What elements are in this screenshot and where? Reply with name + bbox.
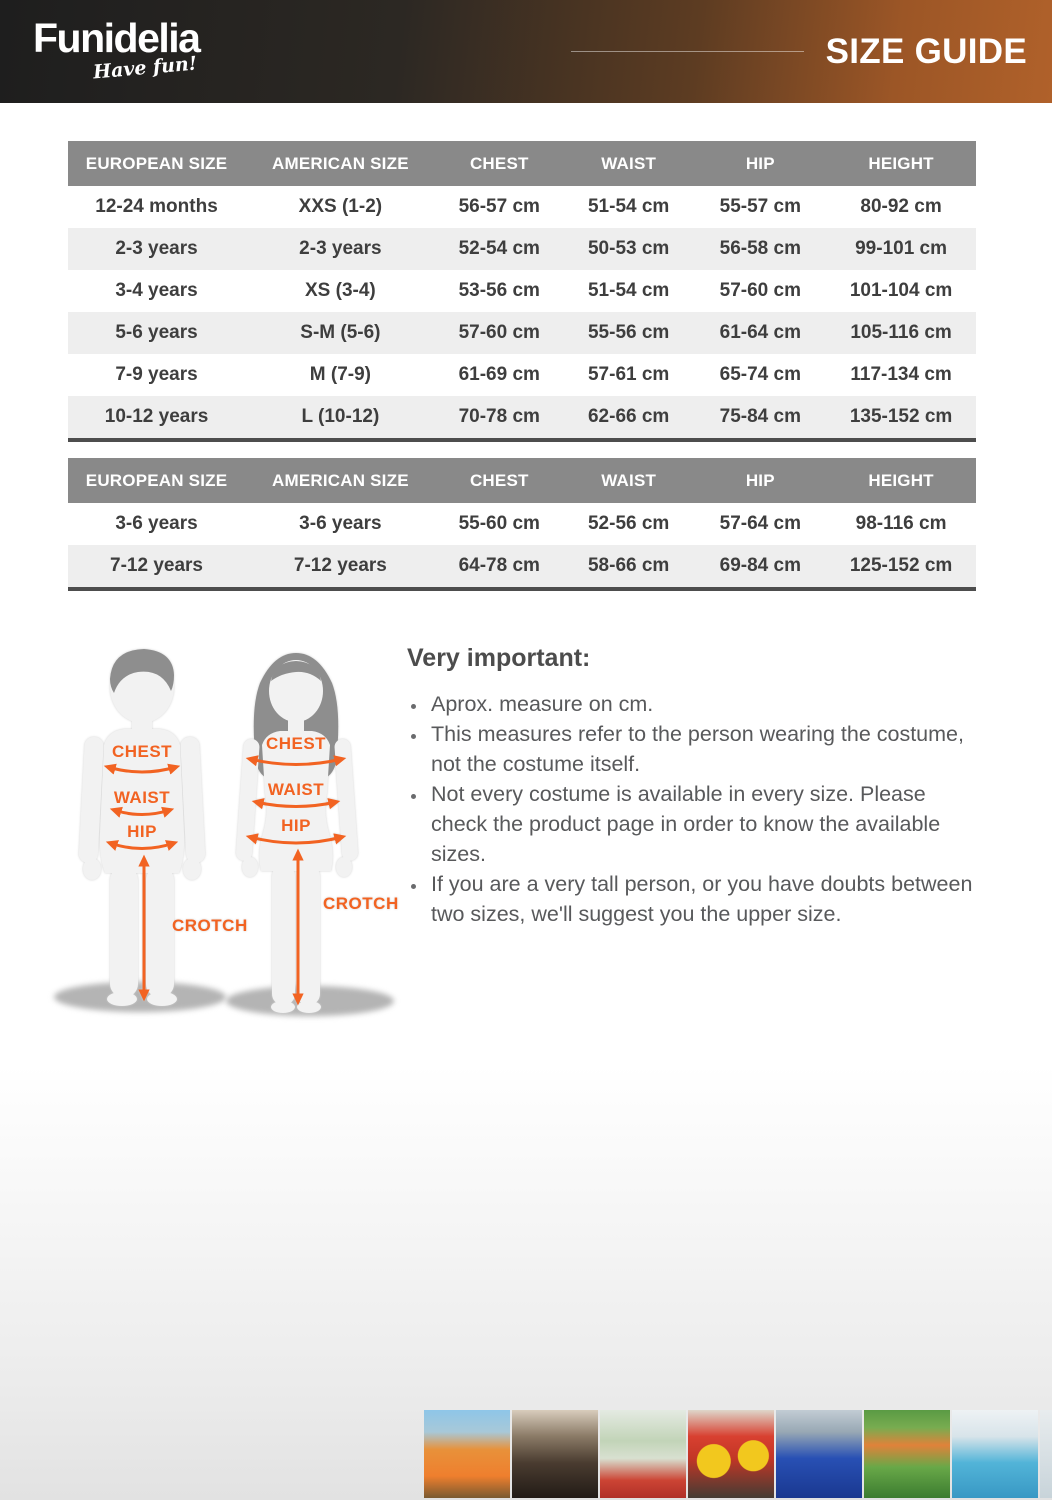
size-cell: 135-152 cm	[826, 396, 976, 440]
size-cell: 3-6 years	[299, 513, 382, 534]
note-bullet: • This measures refer to the person wearing the costume, not the costume itself.	[428, 719, 977, 779]
size-cell: XXS (1-2)	[298, 196, 383, 217]
column-header: WAIST	[563, 141, 695, 186]
header-banner	[0, 0, 1052, 103]
size-cell: 98-116 cm	[855, 513, 947, 534]
costume-photo-group-outdoor	[600, 1410, 686, 1498]
size-cell: 55-56 cm	[563, 312, 695, 354]
size-cell: 7-12 years	[245, 545, 436, 589]
size-cell: 12-24 months	[95, 196, 218, 217]
size-cell: 7-9 years	[115, 364, 198, 385]
size-cell: 57-61 cm	[587, 364, 670, 385]
size-cell: 3-6 years	[115, 513, 198, 534]
size-cell: 7-12 years	[68, 545, 245, 589]
title-wrap	[571, 0, 1027, 103]
table-row	[68, 186, 976, 228]
size-cell: 61-64 cm	[694, 312, 826, 354]
chest-label: CHEST	[265, 734, 327, 753]
note-bullet: • Aprox. measure on cm.	[428, 689, 977, 719]
size-cell: 56-58 cm	[694, 228, 826, 270]
size-cell: 57-60 cm	[436, 312, 563, 354]
size-cell: M (7-9)	[309, 364, 371, 385]
column-header: CHEST	[436, 141, 563, 186]
column-header: CHEST	[436, 458, 563, 503]
brand-tagline: Have fun!	[92, 52, 199, 84]
note-bullet: • Not every costume is available in every size. Please check the product page in order to know the available sizes.	[428, 779, 977, 869]
size-cell: 55-60 cm	[458, 513, 540, 534]
size-cell: XS (3-4)	[305, 280, 376, 301]
costume-photo-pacman	[688, 1410, 774, 1498]
column-header: AMERICAN SIZE	[245, 458, 436, 503]
size-cell: S-M (5-6)	[245, 312, 436, 354]
note-bullet: • If you are a very tall person, or you have doubts between two sizes, we'll suggest you the upper size.	[428, 869, 977, 929]
size-cell: 105-116 cm	[826, 312, 976, 354]
brand-name: Funidelia	[33, 15, 200, 61]
costume-photo-strip	[424, 1410, 1052, 1498]
important-notes	[407, 644, 977, 929]
size-table-unisex	[68, 458, 976, 591]
size-cell: 101-104 cm	[849, 280, 953, 301]
column-header: EUROPEAN SIZE	[68, 458, 245, 503]
size-cell: L (10-12)	[245, 396, 436, 440]
size-cell: 125-152 cm	[826, 545, 976, 589]
size-cell: 57-64 cm	[719, 513, 801, 534]
costume-photo-pjmasks	[776, 1410, 862, 1498]
size-cell: 5-6 years	[68, 312, 245, 354]
chest-label: CHEST	[111, 742, 173, 761]
table-row	[68, 545, 976, 589]
crotch-label: CROTCH	[172, 916, 248, 935]
table-row	[68, 312, 976, 354]
size-cell: 52-54 cm	[436, 228, 563, 270]
table-row	[68, 270, 976, 312]
size-cell: 57-60 cm	[719, 280, 801, 301]
size-cell: 56-57 cm	[458, 196, 540, 217]
size-cell: 70-78 cm	[436, 396, 563, 440]
column-header: AMERICAN SIZE	[245, 141, 436, 186]
table-row	[68, 503, 976, 545]
size-cell: 58-66 cm	[563, 545, 695, 589]
notes-title: Very important:	[407, 644, 591, 672]
size-cell: 69-84 cm	[694, 545, 826, 589]
table-header-row	[68, 141, 976, 186]
size-cell: 51-54 cm	[587, 280, 670, 301]
table-header-row	[68, 458, 976, 503]
size-cell: 117-134 cm	[850, 364, 952, 385]
waist-label: WAIST	[267, 780, 325, 799]
column-header: EUROPEAN SIZE	[68, 141, 245, 186]
hip-label: HIP	[127, 822, 157, 841]
column-header: WAIST	[563, 458, 695, 503]
table-row	[68, 228, 976, 270]
size-cell: 51-54 cm	[587, 196, 670, 217]
costume-photo-partial	[1040, 1410, 1052, 1498]
costume-photo-starwars	[512, 1410, 598, 1498]
column-header: HIP	[694, 458, 826, 503]
page-title: SIZE GUIDE	[825, 31, 1027, 71]
size-cell: 62-66 cm	[563, 396, 695, 440]
costume-photo-dragonball	[424, 1410, 510, 1498]
column-header: HEIGHT	[826, 458, 976, 503]
size-cell: 65-74 cm	[719, 364, 801, 385]
column-header: HIP	[694, 141, 826, 186]
table-row	[68, 354, 976, 396]
size-cell: 3-4 years	[115, 280, 198, 301]
funidelia-logo	[33, 15, 200, 84]
crotch-label: CROTCH	[323, 894, 399, 913]
size-tables	[68, 141, 976, 591]
size-cell: 61-69 cm	[458, 364, 540, 385]
waist-label: WAIST	[113, 788, 171, 807]
size-cell: 2-3 years	[68, 228, 245, 270]
size-cell: 64-78 cm	[436, 545, 563, 589]
girl-measurement-figure	[226, 645, 404, 1017]
costume-photo-streetfighter	[864, 1410, 950, 1498]
size-cell: 80-92 cm	[860, 196, 942, 217]
column-header: HEIGHT	[826, 141, 976, 186]
hip-label: HIP	[281, 816, 311, 835]
size-cell: 55-57 cm	[719, 196, 801, 217]
size-cell: 52-56 cm	[587, 513, 670, 534]
decorative-line	[571, 51, 804, 52]
size-cell: 10-12 years	[68, 396, 245, 440]
size-table-children	[68, 141, 976, 442]
size-cell: 2-3 years	[245, 228, 436, 270]
costume-photo-smurfs	[952, 1410, 1038, 1498]
size-cell: 99-101 cm	[826, 228, 976, 270]
size-cell: 53-56 cm	[458, 280, 540, 301]
size-cell: 50-53 cm	[563, 228, 695, 270]
notes-list	[407, 689, 977, 929]
table-row	[68, 396, 976, 440]
size-cell: 75-84 cm	[694, 396, 826, 440]
